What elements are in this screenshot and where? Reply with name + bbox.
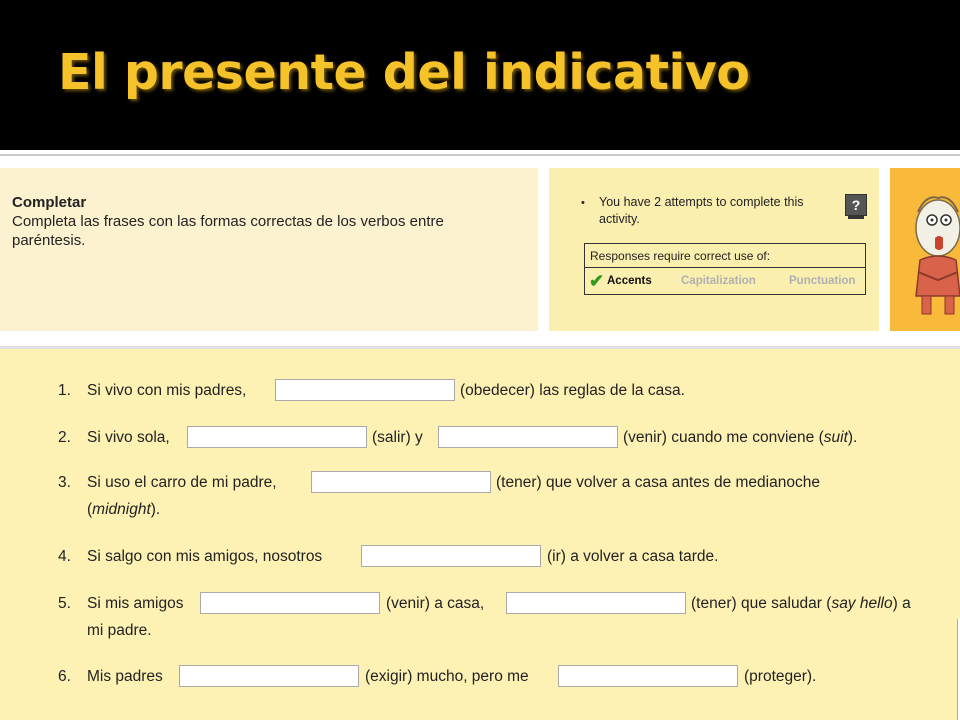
question-number: 1. <box>58 382 71 399</box>
question-number: 5. <box>58 595 71 612</box>
question-text-continued: mi padre. <box>87 622 152 639</box>
question-1 <box>0 377 960 405</box>
question-number: 6. <box>58 668 71 685</box>
question-text: Si mis amigos <box>87 595 184 612</box>
answer-input-6a[interactable] <box>179 665 359 687</box>
slide-title: El presente del indicativo <box>58 44 750 101</box>
answer-input-1[interactable] <box>275 379 455 401</box>
question-text-continued: (midnight). <box>87 501 161 518</box>
question-6 <box>0 663 960 691</box>
answer-input-5b[interactable] <box>506 592 686 614</box>
question-number: 4. <box>58 548 71 565</box>
question-text: (venir) a casa, <box>386 595 485 612</box>
answer-input-2a[interactable] <box>187 426 367 448</box>
instructions-heading: Completar <box>12 194 87 211</box>
mascot-panel <box>890 168 960 331</box>
mascot-illustration <box>890 168 960 331</box>
question-text: (salir) y <box>372 429 423 446</box>
requirements-title: Responses require correct use of: <box>585 244 865 268</box>
question-text: (obedecer) las reglas de la casa. <box>460 382 685 399</box>
answer-input-6b[interactable] <box>558 665 738 687</box>
answer-input-5a[interactable] <box>200 592 380 614</box>
question-text: Si vivo sola, <box>87 429 170 446</box>
question-4 <box>0 543 960 571</box>
help-icon[interactable]: ? <box>845 194 867 216</box>
info-panel <box>549 168 879 331</box>
question-text: (exigir) mucho, pero me <box>365 668 529 685</box>
instructions-body: Completa las frases con las formas correctas de los verbos entre paréntesis. <box>12 213 444 249</box>
question-text: Si uso el carro de mi padre, <box>87 474 277 491</box>
answer-input-2b[interactable] <box>438 426 618 448</box>
question-text: Si vivo con mis padres, <box>87 382 247 399</box>
question-text: (ir) a volver a casa tarde. <box>547 548 719 565</box>
answer-input-3[interactable] <box>311 471 491 493</box>
instructions-panel <box>0 168 538 331</box>
question-number: 3. <box>58 474 71 491</box>
question-text: (tener) que saludar (say hello) a <box>691 595 911 612</box>
question-2 <box>0 424 960 452</box>
top-divider <box>0 154 960 156</box>
attempts-text: You have 2 attempts to complete this activity. <box>599 195 804 226</box>
exercise-area <box>0 346 960 720</box>
question-text: Mis padres <box>87 668 163 685</box>
question-5 <box>0 590 960 646</box>
bullet: • <box>581 197 585 209</box>
answer-input-4[interactable] <box>361 545 541 567</box>
question-text: (proteger). <box>744 668 817 685</box>
requirement-accents: Accents <box>607 275 652 287</box>
question-text: Si salgo con mis amigos, nosotros <box>87 548 323 565</box>
question-text: (tener) que volver a casa antes de medianoche <box>496 474 820 491</box>
check-icon: ✔ <box>589 271 605 291</box>
requirements-row <box>585 269 865 294</box>
requirements-box <box>584 243 866 295</box>
activity-screenshot <box>0 150 960 720</box>
question-number: 2. <box>58 429 71 446</box>
requirement-punctuation: Punctuation <box>789 275 856 287</box>
question-3 <box>0 469 960 525</box>
question-text: (venir) cuando me conviene (suit). <box>623 429 858 446</box>
requirement-capitalization: Capitalization <box>681 275 756 287</box>
